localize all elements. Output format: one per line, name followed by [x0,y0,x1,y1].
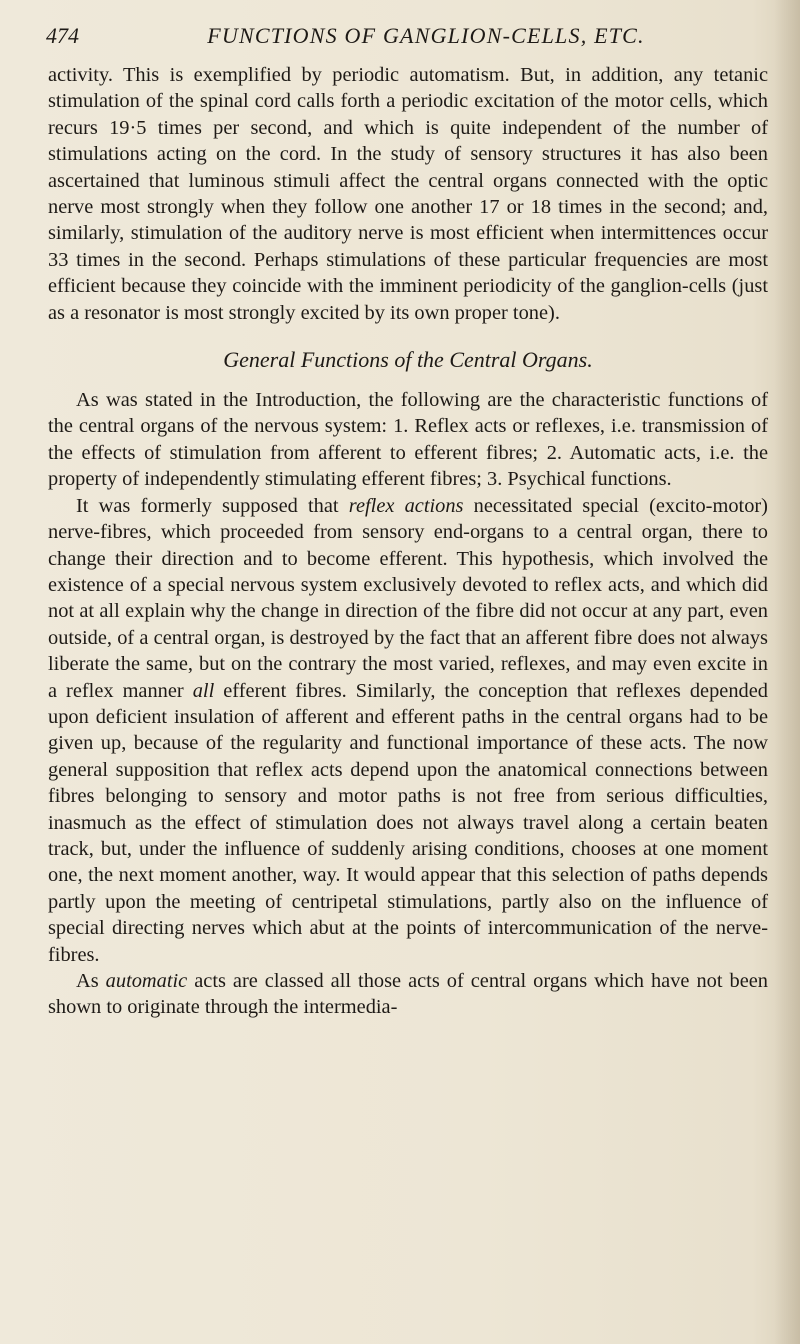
page-header [46,20,766,56]
paragraph-characteristic-functions: As was stated in the Introduction, the following are the characteristic functions of the central organs of the nervous system: 1. Reflex acts or reflexes, i.e. transmission of the effects of stimulation from afferent to efferent fibres; 2. Automatic acts, i.e. the property of independently stimulating efferent fibres; 3. Psychical functions. [48,389,768,491]
text-run: efferent fibres. Similarly, the conception that reflexes depended upon deficient insulation of afferent and efferent paths in the central organs had to be given up, because of the regularity and functional importance of these acts. The now general supposition that reflex acts depend upon the anatomical connections between fibres belonging to sensory and motor paths is not free from serious difficulties, inasmuch as the effect of stimulation does not always travel along a certain beaten track, but, under the influence of suddenly arising conditions, chooses at one moment one, the next moment another, way. It would appear that this selection of paths depends partly upon the meeting of centripetal stimulations, partly also on the influence of special directing nerves which abut at the points of intercommunication of the nerve-fibres. [48,679,768,966]
emphasis-all: all [192,679,215,702]
emphasis-automatic: automatic [105,970,188,992]
text-run: acts are classed all those acts of central organs which have not been shown to originate through the intermedia- [48,970,768,1019]
running-head: FUNCTIONS OF GANGLION-CELLS, ETC. [207,23,645,48]
text-run: As [76,970,99,992]
paragraph-automatic-acts [48,968,768,1021]
page-number: 474 [46,23,79,48]
paragraph-continuation: activity. This is exemplified by periodic automatism. But, in addition, any tetanic stimulation of the spinal cord calls forth a periodic excitation of the motor cells, which recurs 19·5 times per second, and which is quite independent of the number of stimulations acting on the cord. In the study of sensory structures it has also been ascertained that luminous stimuli affect the central organs connected with the optic nerve most strongly when they follow one another 17 or 18 times in the second; and, similarly, stimulation of the auditory nerve is most efficient when intermittences occur 33 times in the second. Perhaps stimulations of these particular frequencies are most efficient because they coincide with the imminent periodicity of the ganglion-cells (just as a resonator is most strongly excited by its own proper tone). [48,64,768,324]
paragraph-reflex-actions [48,493,768,968]
text-run: necessitated special (excito-motor) nerve-fibres, which proceeded from sensory end-organs to a central organ, there to change their direction and to become efferent. This hypothesis, which involved the existence of a special nervous system exclusively devoted to reflex acts, and which did not at all explain why the change in direction of the fibre did not occur at any part, even outside, of a central organ, is destroyed by the fact that an afferent fibre does not always liberate the same, but on the contrary the most varied, reflexes, and may even excite in a reflex manner [48,494,768,702]
page-body [48,62,768,1021]
section-heading: General Functions of the Central Organs. [223,347,593,373]
text-run: It was formerly supposed that [76,494,339,517]
page-edge-shadow [774,0,800,1344]
emphasis-reflex-actions: reflex actions [348,494,464,517]
